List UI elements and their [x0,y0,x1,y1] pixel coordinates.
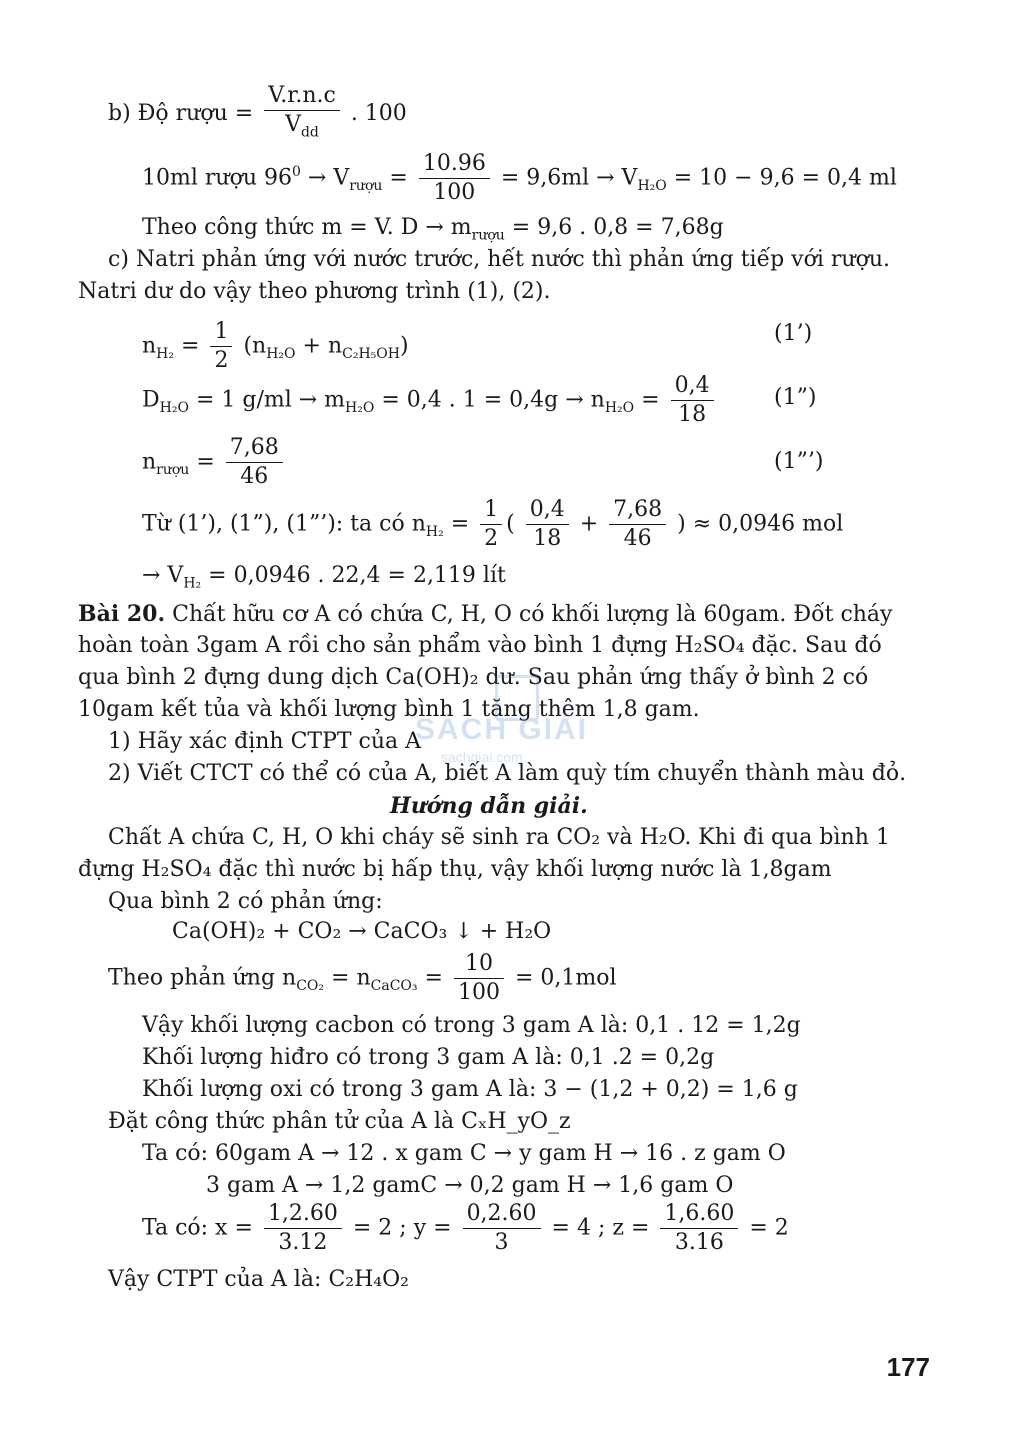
solution-formula-set: Đặt công thức phân tử của A là CₓH_yO_z [108,1109,571,1134]
fraction: $\frac{0,4}{18}$ [526,496,569,553]
equation-1c: $n_{rượu}$ = $\frac{7,68}{46}$ [142,434,287,491]
fraction: $\frac{7,68}{46}$ [609,496,666,553]
page-number: 177 [886,1352,930,1382]
fraction: $\frac{1}{2}$ [480,496,502,553]
fraction: $\frac{V.r.n.c}{V_{dd}}$ [264,82,340,146]
equation-number: (1’) [774,321,813,346]
fraction: $\frac{0,2.60}{3}$ [463,1200,541,1257]
solution-line-1: Chất A chứa C, H, O khi cháy sẽ sinh ra CO₂ và H₂O. Khi đi qua bình 1 [108,825,890,850]
line-b: b) Độ rượu = $\frac{V.r.n.c}{V_{dd}}$ . 100 [108,82,407,146]
exercise-line-4: 10gam kết tủa và khối lượng bình 1 tăng thêm 1,8 gam. [78,697,700,722]
solution-heading: Hướng dẫn giải. [390,793,588,819]
fraction: $\frac{1}{2}$ [210,318,232,375]
solution-conclusion: Vậy CTPT của A là: C₂H₄O₂ [108,1267,409,1292]
solution-line-3: Qua bình 2 có phản ứng: [108,889,383,914]
line-5: Natri dư do vậy theo phương trình (1), (2). [78,279,551,304]
line-2: 10ml rượu $96^0 \to V_{rượu}$ = $\frac{10.96}{100}$ = $9,6ml \to V_{H_2O} = 10 - 9,6 = 0,4$ ml [142,151,897,205]
equation-1a: $n_{H_2}$ = $\frac{1}{2}$ $(n_{H_2O} + n_{C_2H_5OH})$ [142,319,409,373]
question-1: 1) Hãy xác định CTPT của A [108,729,422,754]
equation-number: (1”) [774,385,817,410]
fraction: $\frac{1,6.60}{3.16}$ [660,1200,738,1257]
fraction: $\frac{0,4}{18}$ [671,372,714,429]
fraction: $\frac{7,68}{46}$ [226,434,283,491]
equation-volume: → $V_{H_2} = 0,0946$ . 22,4 = 2,119 lít [142,563,506,592]
fraction: $\frac{10}{100}$ [454,950,504,1007]
exercise-line-1: Bài 20. Chất hữu cơ A có chứa C, H, O có khối lượng là 60gam. Đốt cháy [78,601,893,627]
exercise-line-2: hoàn toàn 3gam A rồi cho sản phẩm vào bình 1 đựng H₂SO₄ đặc. Sau đó [78,633,882,658]
solution-ratio-2: 3 gam A → 1,2 gamC → 0,2 gam H → 1,6 gam O [206,1173,734,1198]
exercise-line-3: qua bình 2 đựng dung dịch Ca(OH)₂ dư. Sau phản ứng thấy ở bình 2 có [78,665,869,690]
solution-mol: Theo phản ứng $n_{CO_2} = n_{CaCO_3}$ = $\frac{10}{100}$ = 0,1mol [108,951,617,1005]
equation-1b: $D_{H_2O} = 1$ $g/ml \to m_{H_2O} = 0,4$ . $1 = 0,4g \to n_{H_2O}$ = $\frac{0,4}{18}$ [142,372,718,429]
equation-number: (1”’) [774,449,824,474]
fraction: $\frac{10.96}{100}$ [419,150,490,207]
line-4: c) Natri phản ứng với nước trước, hết nước thì phản ứng tiếp với rượu. [108,247,890,272]
question-2: 2) Viết CTCT có thể có của A, biết A làm quỳ tím chuyển thành màu đỏ. [108,761,907,786]
fraction: $\frac{1,2.60}{3.12}$ [264,1200,342,1257]
watermark-logo: SÁCH GIẢI sachgiai.com [415,675,605,767]
solution-oxygen: Khối lượng oxi có trong 3 gam A là: 3 − (1,2 + 0,2) = 1,6 g [142,1077,798,1102]
line-3: Theo công thức m = V. $D \to m_{rượu} = 9,6$ . 0,8 = 7,68g [142,215,724,244]
solution-ratio-1: Ta có: 60gam A → 12 . x gam C → y gam H → 16 . z gam O [142,1141,786,1166]
solution-carbon: Vậy khối lượng cacbon có trong 3 gam A là: 0,1 . 12 = 1,2g [142,1013,801,1038]
exercise-label: Bài 20. [78,601,166,627]
solution-line-2: đựng H₂SO₄ đặc thì nước bị hấp thụ, vậy khối lượng nước là 1,8gam [78,857,832,882]
reaction-equation: Ca(OH)₂ + CO₂ → CaCO₃ ↓ + H₂O [172,919,552,944]
solution-hydrogen: Khối lượng hiđro có trong 3 gam A là: 0,1 .2 = 0,2g [142,1045,715,1070]
equation-sum: Từ (1’), (1”), (1”’): ta có $n_{H_2}$ = $\frac{1}{2}$ ( $\frac{0,4}{18}$ + $\frac{7,68}{46}$ ) ≈ 0,0946 mol [142,497,844,551]
solution-xyz: Ta có: x = $\frac{1,2.60}{3.12}$ = 2 ; y = $\frac{0,2.60}{3}$ = 4 ; z = $\frac{1,6.60}{3.16}$ = 2 [142,1201,789,1255]
